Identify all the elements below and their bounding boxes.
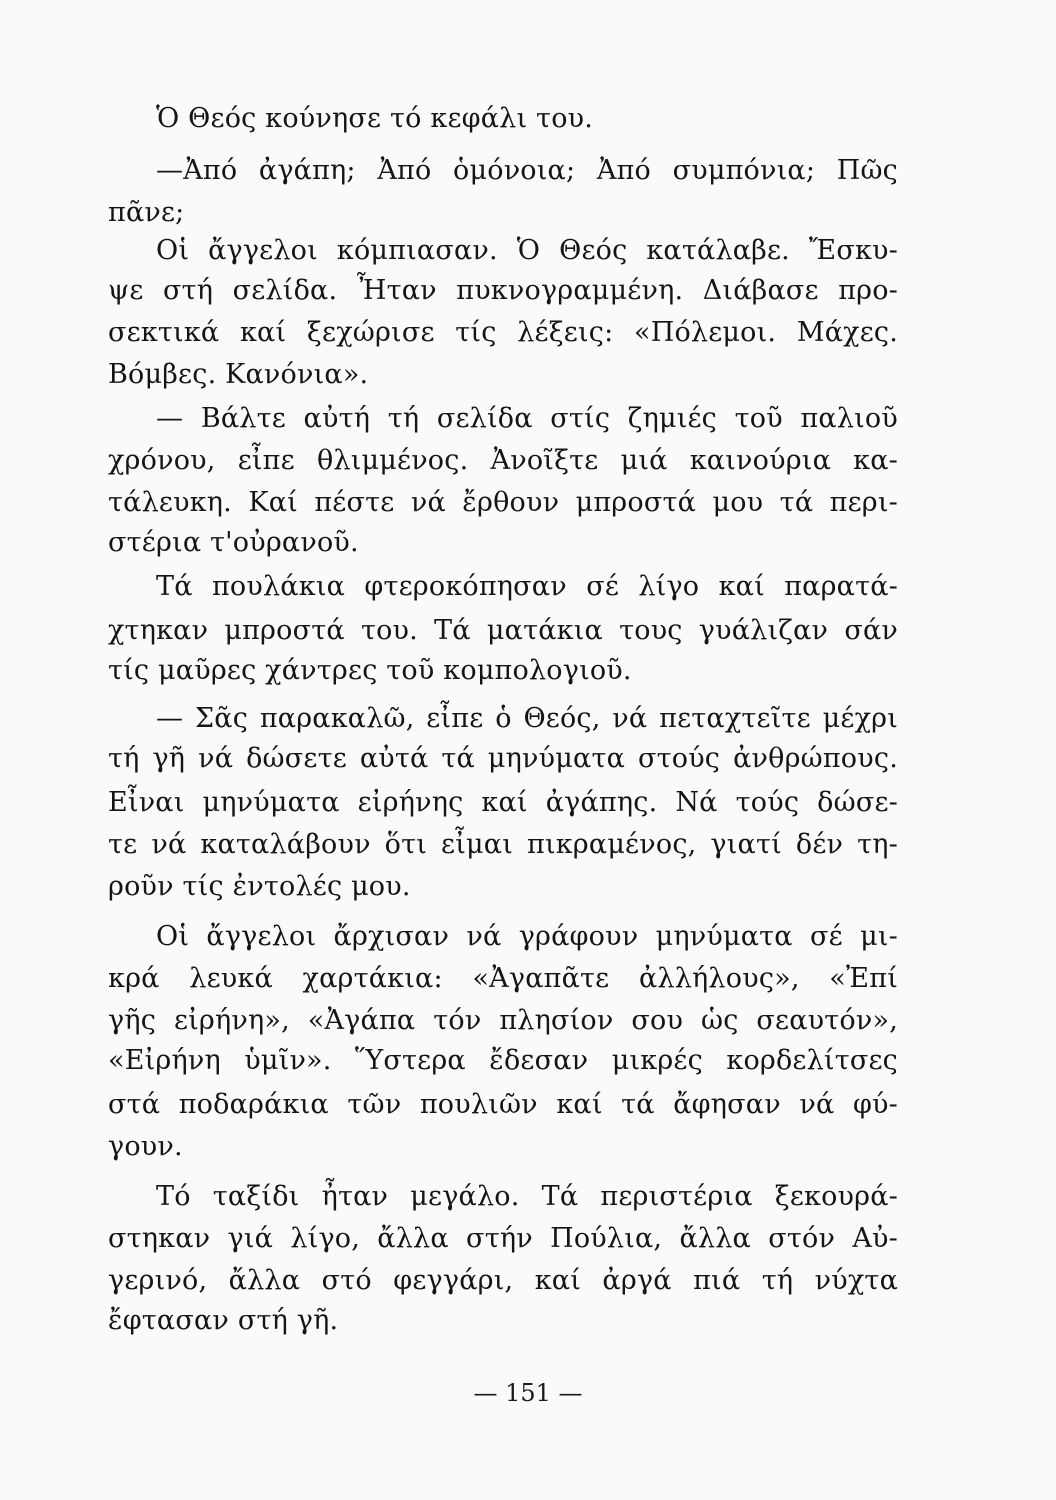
text-line: γῆς εἰρήνη», «Ἀγάπα τόν πλησίον σου ὡς σεαυτόν», [108,1005,898,1036]
text-line: Τά πουλάκια φτεροκόπησαν σέ λίγο καί παρατά- [156,571,898,602]
text-line: χρόνου, εἶπε θλιμμένος. Ἀνοῖξτε μιά καινούρια κα- [108,445,898,476]
text-line: τε νά καταλάβουν ὅτι εἶμαι πικραμένος, γιατί δέν τη- [108,829,898,860]
text-line: γερινό, ἄλλα στό φεγγάρι, καί ἀργά πιά τή νύχτα [108,1265,898,1296]
text-line: Οἱ ἄγγελοι κόμπιασαν. Ὁ Θεός κατάλαβε. Ἔσκυ- [156,235,898,266]
text-line: στηκαν γιά λίγο, ἄλλα στήν Πούλια, ἄλλα στόν Αὐ- [108,1223,898,1254]
text-line: ψε στή σελίδα. Ἦταν πυκνογραμμένη. Διάβασε προ- [108,275,898,306]
text-line: Βόμβες. Κανόνια». [108,359,369,390]
page-number: — 151 — [473,1379,583,1407]
text-line: πᾶνε; [108,197,185,228]
text-line: τίς μαῦρες χάντρες τοῦ κομπολογιοῦ. [108,655,632,686]
text-line: γουν. [108,1131,183,1162]
text-line: χτηκαν μπροστά του. Τά ματάκια τους γυάλιζαν σάν [108,615,898,646]
text-line: Εἶναι μηνύματα εἰρήνης καί ἀγάπης. Νά τούς δώσε- [108,787,898,818]
text-line: σεκτικά καί ξεχώρισε τίς λέξεις: «Πόλεμοι. Μάχες. [108,317,898,348]
text-line: στά ποδαράκια τῶν πουλιῶν καί τά ἄφησαν νά φύ- [108,1089,898,1120]
text-line: ροῦν τίς ἐντολές μου. [108,871,411,902]
text-line: Ὁ Θεός κούνησε τό κεφάλι του. [156,103,594,134]
text-line: «Εἰρήνη ὑμῖν». Ὕστερα ἔδεσαν μικρές κορδελίτσες [108,1045,898,1076]
text-line: τάλευκη. Καί πέστε νά ἔρθουν μπροστά μου τά περι- [108,487,898,518]
text-line: — Σᾶς παρακαλῶ, εἶπε ὁ Θεός, νά πεταχτεῖτε μέχρι [156,703,898,734]
text-line: ἔφτασαν στή γῆ. [108,1305,339,1336]
text-line: στέρια τ'οὐρανοῦ. [108,527,359,558]
text-line: Οἱ ἄγγελοι ἄρχισαν νά γράφουν μηνύματα σέ μι- [156,921,898,952]
text-line: —Ἀπό ἀγάπη; Ἀπό ὁμόνοια; Ἀπό συμπόνια; Πῶς [156,155,898,186]
text-line: τή γῆ νά δώσετε αὐτά τά μηνύματα στούς ἀνθρώπους. [108,743,898,774]
text-line: κρά λευκά χαρτάκια: «Ἀγαπᾶτε ἀλλήλους», «Ἐπί [108,963,898,994]
text-line: — Βάλτε αὐτή τή σελίδα στίς ζημιές τοῦ παλιοῦ [156,403,898,434]
text-line: Τό ταξίδι ἦταν μεγάλο. Τά περιστέρια ξεκουρά- [156,1181,898,1212]
